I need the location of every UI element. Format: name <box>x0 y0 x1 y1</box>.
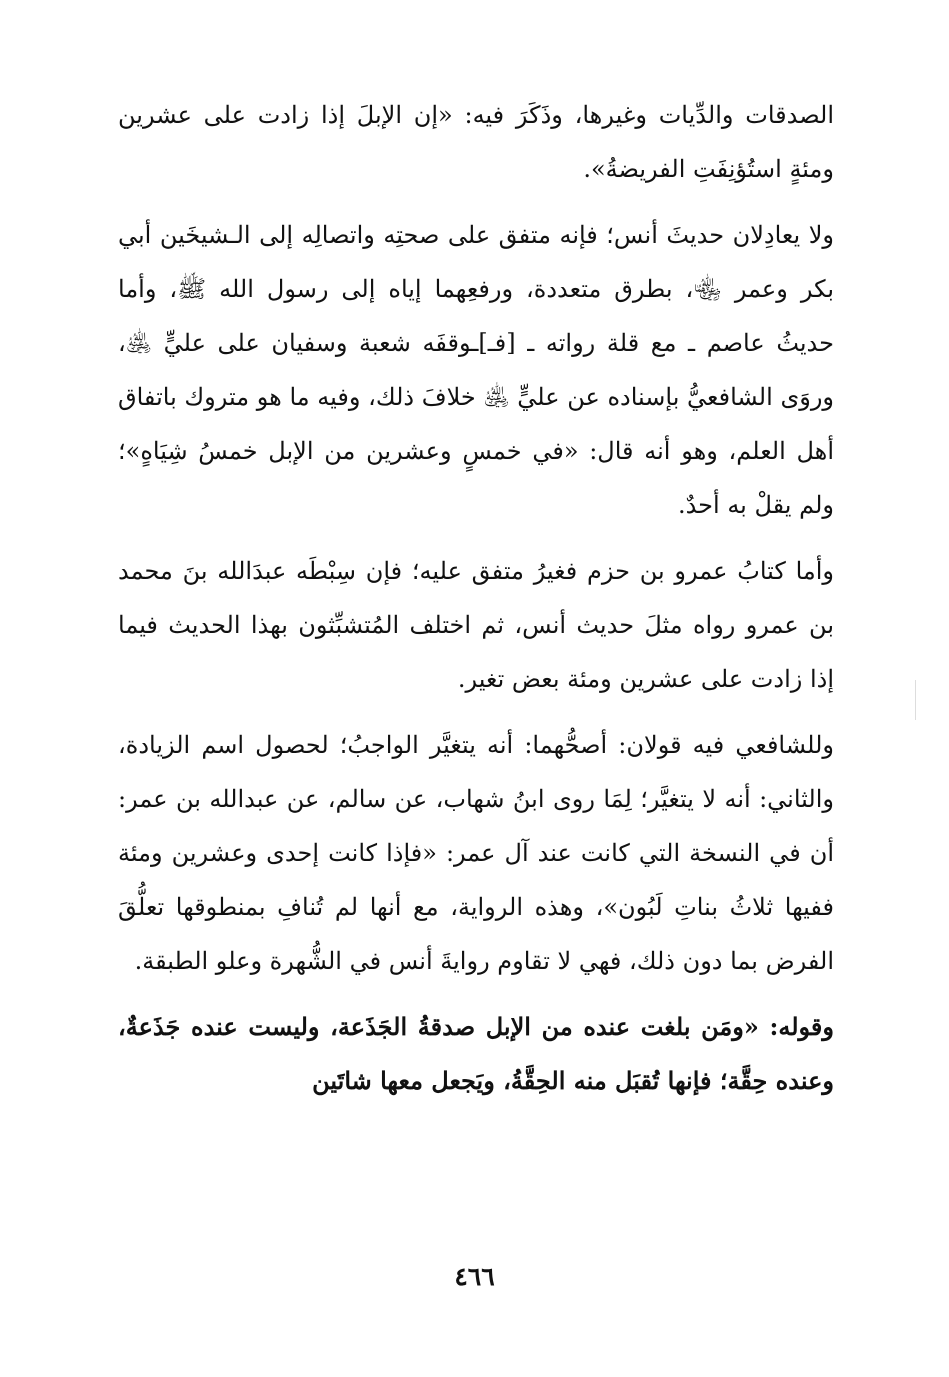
paragraph-2: ولا يعادِلان حديثَ أنس؛ فإنه متفق على صحتِه واتصالِه إلى الـشيخَين أبي بكر وعمر ﵄، بطرق متعددة، ورفعِهما إياه إلى رسول الله ﷺ، وأما حديثُ عاصم ـ مع قلة رواته ـ [فـ]ـوقفَه شعبة وسفيان على عليٍّ ﵁، وروَى الشافعيُّ بإسناده عن عليٍّ ﵁ خلافَ ذلك، وفيه ما هو متروك باتفاق أهل العلم، وهو أنه قال: «في خمسٍ وعشرين من الإبل خمسُ شِيَاهٍ»؛ ولم يقلْ به أحدٌ. <box>118 221 834 519</box>
page-body <box>118 88 834 1108</box>
page-number: ٤٦٦ <box>454 1262 495 1291</box>
paragraph-5: وقوله: «ومَن بلغت عنده من الإبل صدقةُ الجَذَعة، وليست عنده جَذَعةٌ، وعنده حِقَّة؛ فإنها تُقبَل منه الحِقَّةُ، ويَجعل معها شاتَين <box>118 1012 834 1095</box>
paragraph-1: الصدقات والدِّيات وغيرها، وذَكَرَ فيه: «إن الإبلَ إذا زادت على عشرين ومئةٍ استُؤنِفَتِ الفريضةُ». <box>118 101 834 183</box>
paragraph-4: وللشافعي فيه قولان: أصحُّهما: أنه يتغيَّر الواجبُ؛ لحصول اسم الزيادة، والثاني: أنه لا يتغيَّر؛ لِمَا روى ابنُ شهاب، عن سالم، عن عبدالله بن عمر: أن في النسخة التي كانت عند آل عمر: «فإذا كانت إحدى وعشرين ومئة ففيها ثلاثُ بناتِ لَبُون»، وهذه الرواية، مع أنها لم تُنافِ بمنطوقها تعلُّقَ الفرض بما دون ذلك، فهي لا تقاوم روايةَ أنس في الشُّهرة وعلو الطبقة. <box>118 731 835 975</box>
paragraph-3: وأما كتابُ عمرو بن حزم فغيرُ متفق عليه؛ فإن سِبْطَه عبدَالله بنَ محمد بن عمرو رواه مثلَ حديث أنس، ثم اختلف المُتشبِّثون بهذا الحديث فيما إذا زادت على عشرين ومئة بعض تغير. <box>118 557 835 693</box>
margin-mark <box>915 680 916 720</box>
